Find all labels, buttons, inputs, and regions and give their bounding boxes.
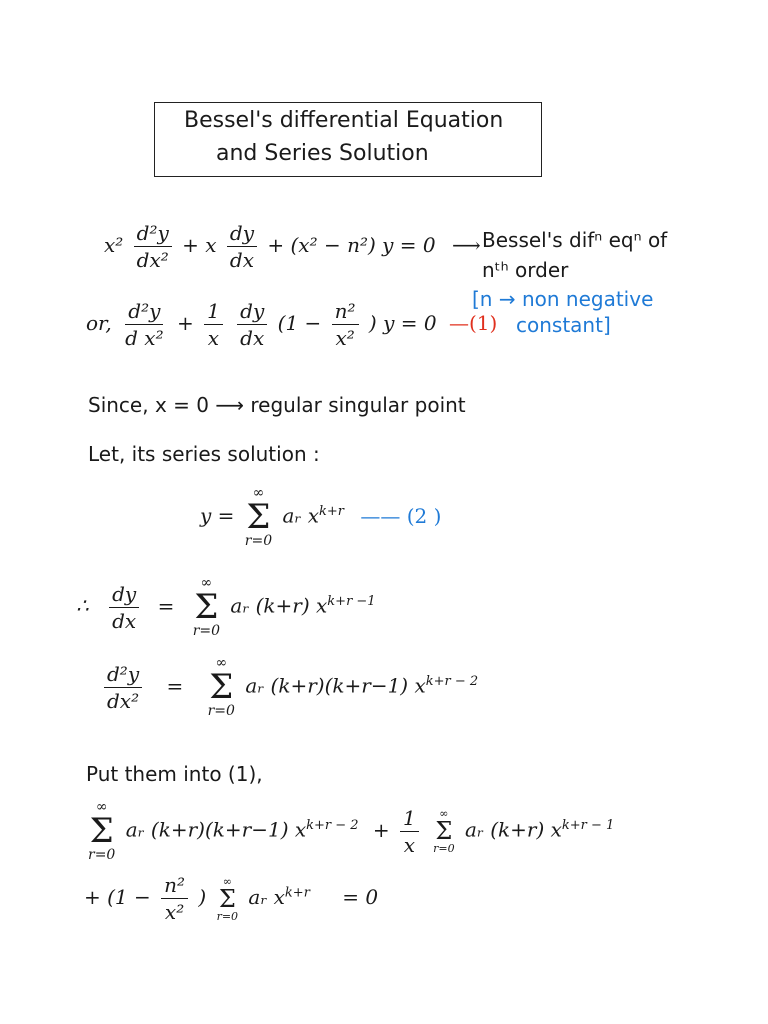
d2y-dx2-fraction: $\frac{\text{d²y}}{\text{dx²}}$ xyxy=(134,222,172,271)
x-squared: x² xyxy=(104,233,124,257)
dy-dx-fraction: $\frac{dy}{dx}$ xyxy=(227,222,257,271)
constant-note-line-1: [n → non negative xyxy=(472,287,654,311)
bessel-equation xyxy=(104,222,481,271)
or-label: or, xyxy=(86,311,112,335)
title-line-2: and Series Solution xyxy=(216,141,429,166)
first-derivative: ∴ $\frac{dy}{dx}$ = ∞ Σ r=0 aᵣ (k+r) $x^{k+r -1}$ xyxy=(76,575,376,639)
equation-2-tag: —— (2 ) xyxy=(360,503,442,528)
third-term: + (x² − n²) y = 0 xyxy=(267,233,436,257)
plus-x: + x xyxy=(182,233,217,257)
equation-1-tag: —(1) xyxy=(448,311,498,335)
arrow-icon: ⟶ xyxy=(451,233,481,257)
title-line-1: Bessel's differential Equation xyxy=(184,108,504,133)
sigma-sum: ∞ Σ r=0 xyxy=(244,485,273,549)
let-statement: Let, its series solution : xyxy=(88,442,320,466)
constant-note-line-2: constant] xyxy=(516,313,611,337)
since-statement: Since, x = 0 ⟶ regular singular point xyxy=(88,393,466,417)
put-statement: Put them into (1), xyxy=(86,762,263,786)
equation-1: or, $\frac{\text{d²y}}{\text{d x²}}$ + $\frac{1}{x}$ $\frac{dy}{dx}$ (1 − $\frac{\text{n²}}{\text{x²}}$ ) y = 0 —(1) xyxy=(86,299,498,350)
bessel-note-line-1: Bessel's difⁿ eqⁿ of xyxy=(482,228,668,252)
substituted-line-2: + (1 − $\frac{\text{n²}}{\text{x²}}$ ) ∞ Σ r=0 aᵣ $x^{k+r} = 0$ xyxy=(84,873,379,924)
second-derivative: $\frac{\text{d²y}}{\text{dx²}}$ = ∞ Σ r=0 aᵣ (k+r)(k+r−1) $x^{k+r - 2}$ xyxy=(100,656,478,718)
substituted-line-1: ∞ Σ r=0 aᵣ (k+r)(k+r−1) $x^{k+r - 2}$ + $\frac{1}{x}$ ∞ Σ r=0 aᵣ (k+r) $x^{k+r - 1}$ xyxy=(88,799,615,863)
bessel-note-line-2: nᵗʰ order xyxy=(482,258,569,282)
equation-2: y = ∞ Σ r=0 aᵣ $x^{k+r}$ —— (2 ) xyxy=(200,485,442,549)
